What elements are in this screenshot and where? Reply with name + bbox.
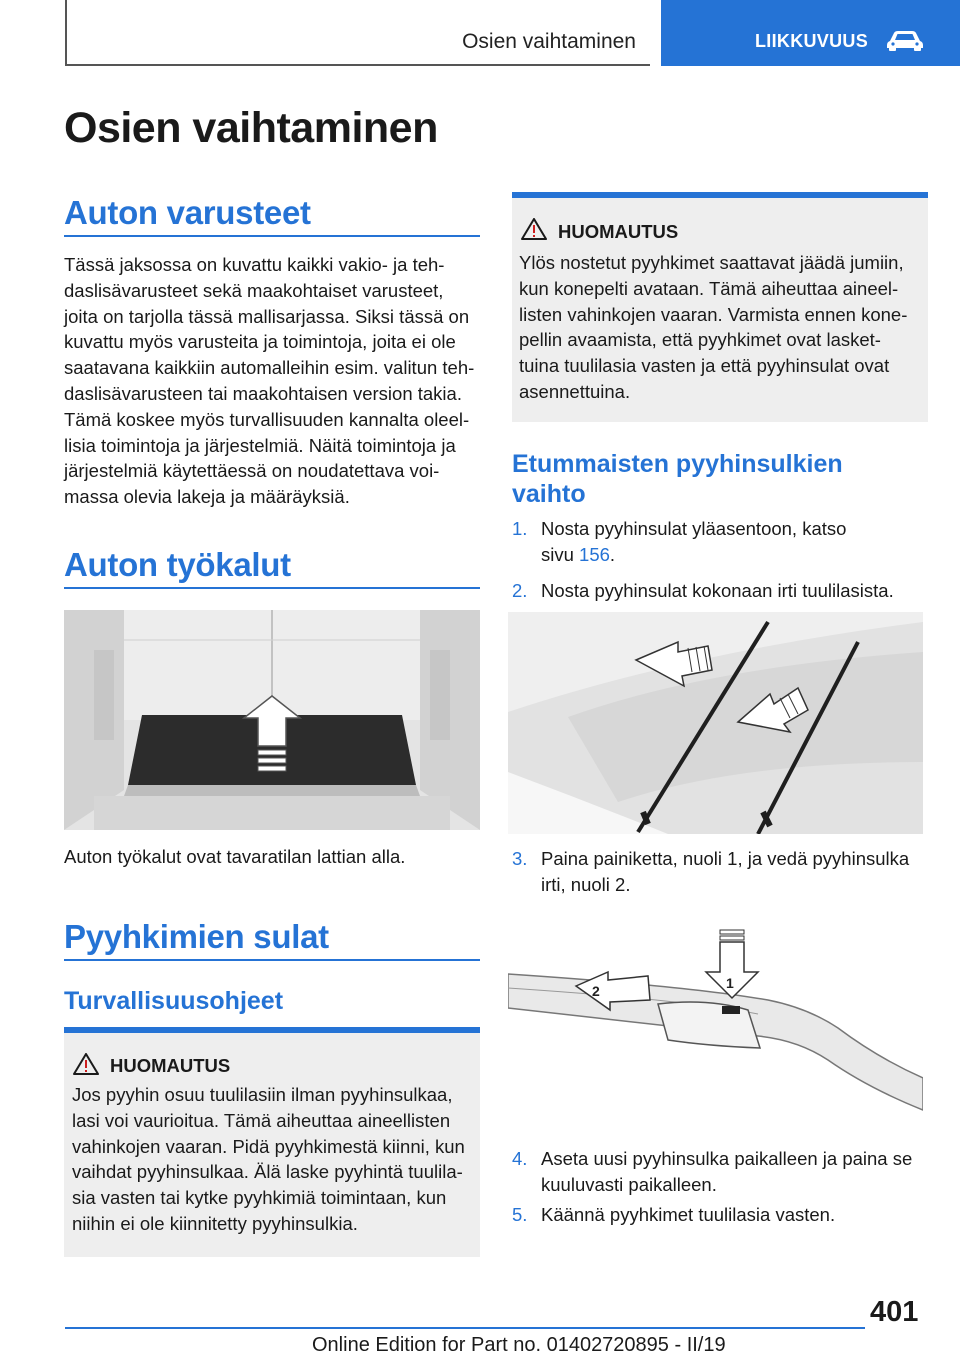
text-line: daslisävarusteen tai maakohtaisen version takia. xyxy=(64,382,462,404)
text-line: Aseta uusi pyyhinsulka paikalleen ja paina se xyxy=(541,1148,913,1169)
text-line: joita on tarjolla tässä mallisarjassa. Siksi tässä on xyxy=(64,305,470,327)
step-number: 5. xyxy=(512,1204,528,1225)
step-text xyxy=(541,516,931,568)
text-line: Paina painiketta, nuoli 1, ja vedä pyyhinsulka xyxy=(541,848,910,869)
text-line: irti, nuoli 2. xyxy=(541,873,631,895)
text-line: tuina tuulilasia vasten ja että pyyhinsulat ovat xyxy=(519,355,890,377)
header-tab-label: LIIKKUVUUS xyxy=(755,31,869,51)
heading-rule xyxy=(64,587,480,589)
header-section-title: Osien vaihtaminen xyxy=(462,30,636,53)
text-line: Ylös nostetut pyyhkimet saattavat jäädä jumiin, xyxy=(519,252,904,273)
heading-line: Etummaisten pyyhinsulkien xyxy=(512,450,843,478)
text-line: Tämä koskee myös turvallisuuden kannalta oleel- xyxy=(64,408,470,430)
text-line: daslisävarusteet sekä maakohtaiset varusteet, xyxy=(64,279,444,301)
text-line: lasi voi vaurioitua. Tämä aiheuttaa aineellisten xyxy=(72,1109,451,1131)
trunk-tools-image xyxy=(64,610,480,830)
step-text xyxy=(541,846,931,898)
text-line: Tässä jaksossa on kuvattu kaikki vakio- ja teh- xyxy=(64,254,445,275)
step-number: 4. xyxy=(512,1148,528,1169)
text-line: sia vasten tai kytke pyyhkimiä toimintaan, kun xyxy=(72,1187,447,1209)
text-line: vahinkojen vaaran. Pidä pyyhkimestä kiinni, kun xyxy=(72,1135,465,1157)
accessories-paragraph xyxy=(64,252,484,510)
text-line: pellin avaamista, että pyyhkimet ovat lasket- xyxy=(519,329,881,351)
notice-text xyxy=(72,1082,482,1237)
heading-wiper-blades: Pyyhkimien sulat xyxy=(64,918,329,955)
text-line: Jos pyyhin osuu tuulilasiin ilman pyyhinsulkaa, xyxy=(72,1084,453,1105)
text-line: niihin ei ole kiinnitetty pyyhinsulkia. xyxy=(72,1212,358,1234)
text-line: massa olevia lakeja ja määräyksiä. xyxy=(64,486,350,508)
heading-front-blade-replacement xyxy=(512,449,843,509)
header-left-rule xyxy=(65,0,67,66)
footer-edition-text: Online Edition for Part no. 01402720895 - II/19 xyxy=(312,1334,726,1356)
text-line: Nosta pyyhinsulat kokonaan irti tuulilasista. xyxy=(541,580,894,601)
step-number: 2. xyxy=(512,580,528,601)
heading-rule xyxy=(64,235,480,237)
text-line xyxy=(541,542,931,568)
text-line: kuvattu myös varusteita ja toimintoja, joita ei ole xyxy=(64,331,456,353)
warning-triangle-icon xyxy=(521,218,547,240)
text-line: järjestelmiä käytettäessä on noudatettava voi- xyxy=(64,460,440,482)
step-number: 3. xyxy=(512,848,528,869)
step-number: 1. xyxy=(512,518,528,539)
notice-title: HUOMAUTUS xyxy=(558,221,679,242)
text-line: Nosta pyyhinsulat yläasentoon, katso xyxy=(541,518,847,539)
text-line: lisia toimintoja ja järjestelmiä. Näitä toimintoja ja xyxy=(64,434,456,456)
tools-caption: Auton työkalut ovat tavaratilan lattian alla. xyxy=(64,846,406,867)
text-line: vaihdat pyyhinsulkaa. Älä laske pyyhintä tuulila- xyxy=(72,1161,463,1183)
header-bottom-rule xyxy=(65,64,650,66)
step-text xyxy=(541,578,931,604)
text-line: saatavana kaikkiin automalleihin esim. valitun teh- xyxy=(64,357,475,379)
heading-rule xyxy=(64,959,480,961)
text-line: kuuluvasti paikalleen. xyxy=(541,1173,717,1195)
notice-text xyxy=(519,250,929,405)
heading-safety: Turvallisuusohjeet xyxy=(64,987,284,1015)
svg-text:1: 1 xyxy=(726,975,734,991)
text-segment: sivu xyxy=(541,543,580,565)
wiper-blade-release-image xyxy=(508,928,923,1126)
warning-triangle-icon xyxy=(73,1053,99,1075)
footer-rule xyxy=(65,1327,865,1329)
windshield-wipers-image xyxy=(508,612,923,834)
notice-title: HUOMAUTUS xyxy=(110,1055,231,1076)
step-text xyxy=(541,1146,931,1198)
heading-line: vaihto xyxy=(512,480,586,508)
text-line: asennettuina. xyxy=(519,380,631,402)
text-line: listen vahinkojen vaaran. Varmista ennen kone- xyxy=(519,303,908,325)
text-segment: . xyxy=(609,543,616,565)
text-line: kun konepelti avataan. Tämä aiheuttaa aineel- xyxy=(519,277,899,299)
step-text xyxy=(541,1202,931,1228)
svg-text:2: 2 xyxy=(592,983,600,999)
page-title: Osien vaihtaminen xyxy=(64,104,438,152)
page-number: 401 xyxy=(870,1296,919,1328)
text-line: Käännä pyyhkimet tuulilasia vasten. xyxy=(541,1204,836,1225)
heading-accessories: Auton varusteet xyxy=(64,194,311,231)
heading-tools: Auton työkalut xyxy=(64,546,291,583)
car-icon xyxy=(885,28,925,52)
page-link-156[interactable]: 156 xyxy=(579,543,610,565)
